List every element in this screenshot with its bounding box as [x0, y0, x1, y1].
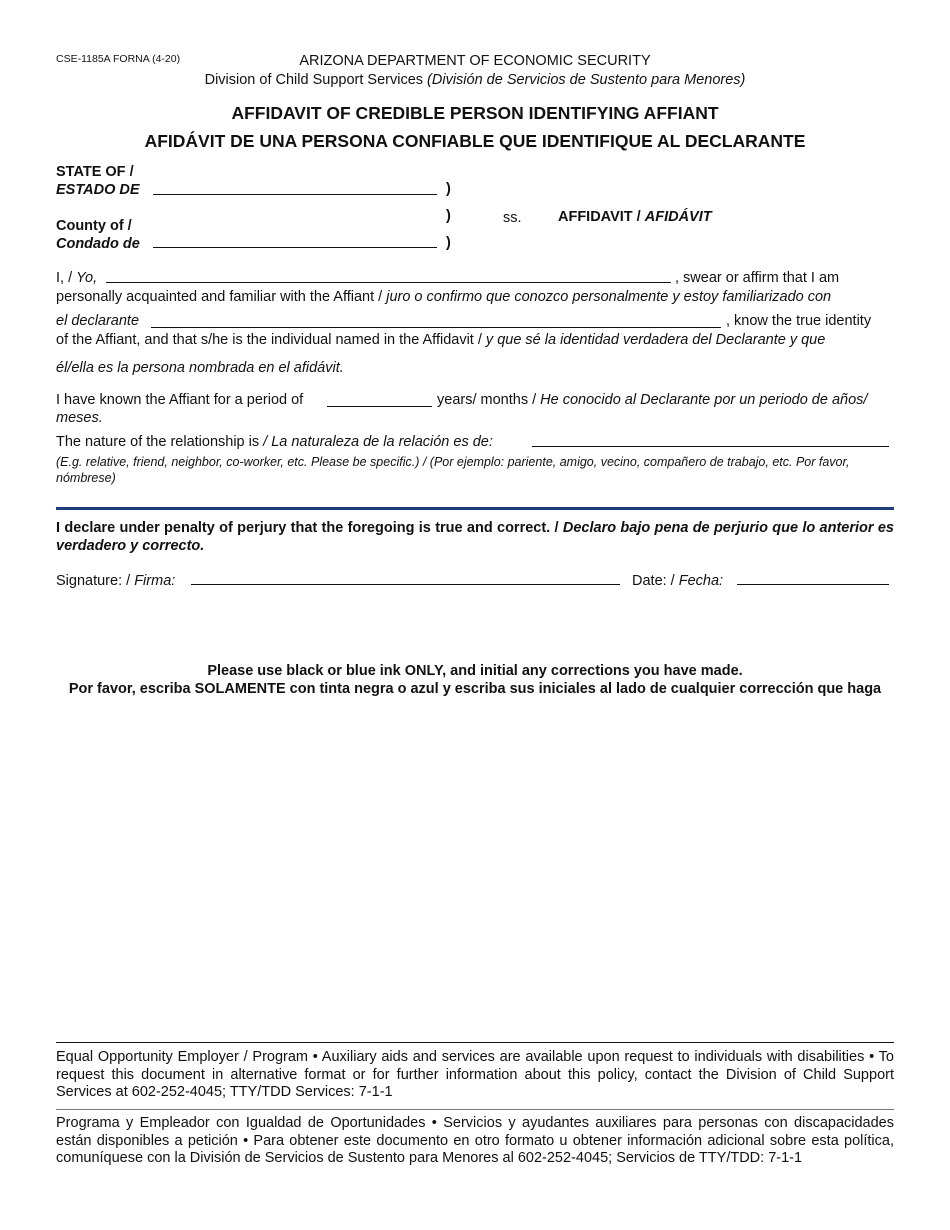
footer-rule-2 — [56, 1109, 894, 1110]
period-field[interactable] — [327, 406, 432, 407]
ss-label: ss. — [503, 210, 522, 226]
relationship-example: (E.g. relative, friend, neighbor, co-worker, etc. Please be specific.) / (Por ejemplo: pariente, amigo, vecino, compañero de trabajo, etc. Por favor, nómbrese) — [56, 455, 850, 485]
ink-notice-en: Please use black or blue ink ONLY, and initial any corrections you have made. — [207, 663, 743, 679]
footer-en: Equal Opportunity Employer / Program • Auxiliary aids and services are available upon request to individuals with disabilities • To request this document in alternative format or for further information about this policy, contact the Division of Child Support Services at 602-252-4045; TTY/TDD Services: 7-1-1 — [56, 1049, 894, 1100]
state-field[interactable] — [153, 194, 437, 195]
date-field[interactable] — [737, 584, 889, 585]
paren-2: ) — [446, 208, 451, 224]
county-field[interactable] — [153, 247, 437, 248]
title-en: AFFIDAVIT OF CREDIBLE PERSON IDENTIFYING AFFIANT — [231, 103, 719, 123]
nature-label: The nature of the relationship is / La naturaleza de la relación es de: — [56, 434, 493, 450]
county-label-es: Condado de — [56, 236, 140, 252]
i-label: I, / Yo, — [56, 270, 98, 286]
division-name — [0, 71, 950, 90]
title-es: AFIDÁVIT DE UNA PERSONA CONFIABLE QUE IDENTIFIQUE AL DECLARANTE — [144, 131, 806, 151]
date-label: Date: / Fecha: — [632, 573, 724, 589]
section-divider — [56, 507, 894, 510]
agency-name: ARIZONA DEPARTMENT OF ECONOMIC SECURITY — [299, 53, 651, 69]
relationship-field[interactable] — [532, 446, 889, 447]
ink-notice-es: Por favor, escriba SOLAMENTE con tinta negra o azul y escriba sus iniciales al lado de cualquier corrección que haga — [68, 681, 882, 697]
state-label-es: ESTADO DE — [56, 182, 140, 198]
footer-es: Programa y Empleador con Igualdad de Oportunidades • Servicios y ayudantes auxiliares para personas con discapacidades están disponibles a petición • Para obtener este documento en otro formato u obtener información adicional sobre esta política, comuníquese con la División de Servicios de Sustento para Menores al 602-252-4045; Servicios de TTY/TDD: 7-1-1 — [56, 1115, 894, 1166]
signature-field[interactable] — [191, 584, 620, 585]
footer-rule-1 — [56, 1042, 894, 1043]
paren-3: ) — [446, 235, 451, 251]
signature-label: Signature: / Firma: — [56, 573, 176, 589]
swear-text: , swear or affirm that I am — [675, 270, 840, 286]
state-label — [56, 163, 140, 199]
ink-notice — [0, 662, 950, 698]
state-label-en: STATE OF / — [56, 164, 134, 180]
known-units: years/ months / He conocido al Declarante por un periodo de años/ — [437, 392, 868, 408]
known-text: I have known the Affiant for a period of — [56, 392, 304, 408]
name-field[interactable] — [106, 282, 671, 283]
known-text-es: meses. — [56, 410, 103, 426]
named-text-es: él/ella es la persona nombrada en el afidávit. — [56, 360, 344, 376]
named-text: of the Affiant, and that s/he is the individual named in the Affidavit / y que sé la identidad verdadera del Declarante y que — [56, 332, 826, 348]
form-number: CSE-1185A FORNA (4-20) — [56, 53, 181, 65]
affidavit-label: AFFIDAVIT / AFIDÁVIT — [558, 209, 712, 225]
acquainted-text: personally acquainted and familiar with the Affiant / juro o confirmo que conozco personalmente y estoy familiarizado con — [56, 289, 832, 305]
declaration: I declare under penalty of perjury that the foregoing is true and correct. / Declaro bajo pena de perjurio que lo anterior es verdadero y correcto. — [56, 520, 894, 554]
agency-header — [0, 52, 950, 90]
division-en: Division of Child Support Services — [204, 72, 424, 88]
declarante-field[interactable] — [151, 327, 721, 328]
county-label — [56, 217, 140, 253]
county-label-en: County of / — [56, 218, 132, 234]
division-es: (División de Servicios de Sustento para Menores) — [427, 72, 746, 88]
know-identity-text: , know the true identity — [726, 313, 872, 329]
page-title — [0, 99, 950, 155]
el-declarante-label: el declarante — [56, 313, 140, 329]
paren-1: ) — [446, 181, 451, 197]
